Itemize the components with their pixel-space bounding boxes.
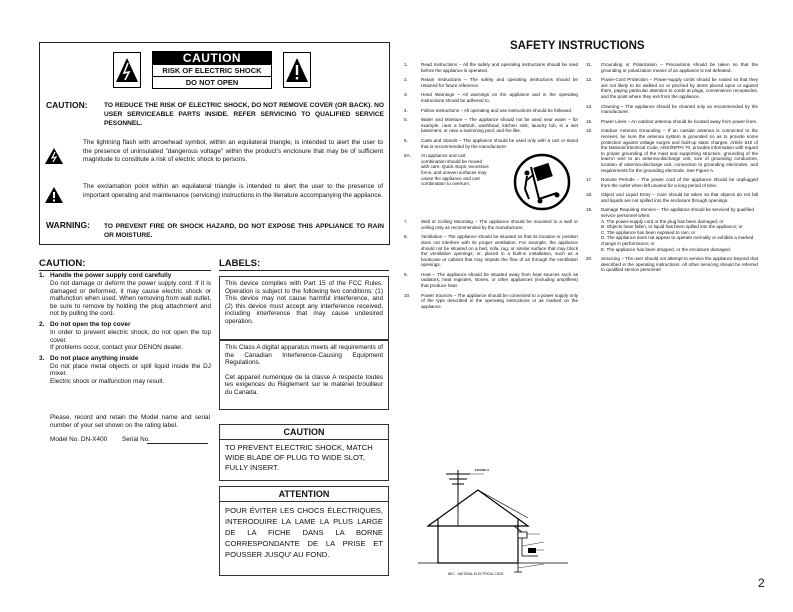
safety-item	[586, 192, 758, 203]
safety-item	[586, 207, 758, 252]
caution-item-num: 2.	[39, 320, 45, 328]
safety-item-num: 15.	[586, 118, 593, 124]
safety-item	[404, 77, 578, 88]
cart-warning-icon	[513, 153, 571, 211]
safety-item	[404, 219, 578, 230]
safety-item-num: 20.	[586, 256, 593, 262]
attention-text: POUR ÉVITER LES CHOCS ÉLECTRIQUES, INTERODUIRE LA LAME LA PLUS LARGE DE LA FICHE DANS LA BORNE CORRESPONDANTE DE LA PRISE ET POUSSER JUSQU' AU FOND.	[225, 506, 383, 559]
safety-item-text: Heed Warnings – All warnings on the appliance and in the operating instructions should be adhered to.	[421, 92, 578, 103]
caution-list	[39, 272, 211, 386]
safety-item	[586, 177, 758, 188]
safety-item	[404, 138, 578, 149]
safety-item-text: An appliance and cart combination should be moved with care. Quick stops, excessive force, and uneven surfaces may cause the appliance and cart combination to overturn.	[421, 153, 489, 187]
safety-item	[586, 119, 758, 125]
safety-item-text: Cleaning – The appliance should be cleaned only as recommended by the manufacturer.	[601, 103, 758, 115]
safety-item-num: 8.	[404, 234, 408, 240]
safety-item-num: 6A.	[404, 153, 411, 159]
serial-label: Serial No.	[122, 436, 151, 443]
labels-heading: LABELS:	[219, 258, 261, 269]
safety-item-text: Water and Moisture – The appliance should not be used near water – for example, near a bathtub, washbowl, kitchen sink, laundry tub, in a wet basement, or near a swimming pool, and the like.	[421, 117, 578, 134]
safety-left-column	[404, 62, 578, 313]
safety-item-num: 7.	[404, 219, 408, 225]
safety-item	[404, 117, 578, 134]
safety-item-num: 6.	[404, 137, 408, 143]
safety-item-text: Carts and Stands – The appliance should be used only with a cart or stand that is recommended by the manufacturer.	[421, 137, 578, 149]
exclamation-text: The exclamation point within an equilateral triangle is intended to alert the user to the presence of important operating and maintenance (servicing) instructions in the literature accompanying the appliance.	[83, 183, 383, 199]
fcc-box	[219, 276, 389, 340]
french-text: Cet appareil numérique de la classe A respecte toutes les exigences du Règlement sur le matériel brouilleur du Canada.	[225, 373, 383, 396]
warning-label: WARNING:	[46, 220, 90, 230]
caution-item-text: Do not place metal objects or spill liquid inside the DJ mixer. Electric shock or malfunction may result.	[50, 362, 211, 385]
figure-a-antenna-grounding	[418, 468, 568, 581]
safety-item-text: Retain Instructions – The safety and operating instructions should be retained for future reference.	[421, 77, 578, 88]
safety-item-text: Power-Cord Protection – Power-supply cords should be routed so that they are not likely to be walked on or pinched by items placed upon or against them, paying particular attention to cords at plugs, convenience receptacles, and the point where they exit from the appliance.	[601, 77, 758, 99]
safety-item-num: 9.	[404, 271, 408, 277]
safety-item-text: Object and Liquid Entry – Care should be taken so that objects do not fall and liquids are not spilled into the enclosure through openings.	[601, 192, 758, 203]
canada-box	[219, 340, 389, 410]
attention-box	[219, 486, 389, 576]
safety-item-text: Nonuse Periods – The power cord of the appliance should be unplugged from the outlet when left unused for a long period of time.	[601, 177, 758, 188]
page-number: 2	[758, 576, 765, 590]
safety-item-text: Ventilation – The appliance should be situated so that its location or position does not interfere with its proper ventilation. For example, the appliance should not be situated on a bed, sofa, rug, or similar surface that may block the ventilation openings; or, placed in a built-in installation, such as a bookcase or cabinet that may impede the flow of air through the ventilation openings.	[421, 234, 578, 268]
model-label: Model No. DN-X400	[50, 436, 108, 443]
safety-item	[586, 128, 758, 173]
caution-item-text: In order to prevent electric shock, do not open the top cover. If problems occur, contact your DENON dealer.	[50, 328, 211, 352]
labels-heading-rule	[219, 270, 389, 271]
caution-item-title: Handle the power supply cord carefully	[50, 272, 172, 279]
safety-item-num: 5.	[404, 117, 408, 123]
caution-item-1	[39, 272, 211, 318]
safety-item-num: 2.	[404, 77, 408, 83]
retain-text: Please, record and retain the Model name and serial number of your set shown on the rating label.	[50, 414, 210, 429]
safety-item-text: Power Sources – The appliance should be connected to a power supply only of the type described in the operating instructions or as marked on the appliance.	[421, 292, 578, 309]
caution-item-title: Do not place anything inside	[50, 354, 139, 362]
safety-item-text: Grounding or Polarization – Precautions should be taken so that the grounding or polarization means of an appliance is not defeated.	[601, 62, 758, 73]
caution-item-num: 3.	[39, 354, 45, 362]
banner-line-2: DO NOT OPEN	[185, 78, 239, 87]
attention-title: ATTENTION	[220, 487, 388, 502]
banner-line-1: RISK OF ELECTRIC SHOCK	[153, 65, 271, 77]
canada-text: This Class A digital apparatus meets all requirements of the Canadian Interference-Causing Equipment Regulations.	[225, 344, 383, 367]
safety-item-num: 16.	[586, 128, 593, 134]
safety-item-num: 10.	[404, 292, 411, 298]
banner-title: CAUTION	[153, 52, 271, 65]
caution-item-text: Do not damage or deform the power supply cord. If it is damaged or deformed, it may cause electric shock or malfunction when used. When removing from wall outlet, be sure to remove by holding the plug attachment and not by pulling the cord.	[50, 280, 211, 318]
serial-underline	[147, 443, 208, 444]
figure-a-nec-label: NEC - NATIONAL ELECTRICAL CODE	[448, 572, 504, 576]
caution-item-title: Do not open the top cover	[50, 320, 131, 328]
safety-item	[404, 293, 578, 310]
safety-item-text: Servicing – The user should not attempt to service the appliance beyond that described in the operating instructions. All other servicing should be referred to qualified service personnel.	[601, 256, 758, 273]
safety-item	[404, 108, 578, 114]
safety-item-text: Heat – The appliance should be situated away from heat sources such as radiators, heat registers, stoves, or other appliances (including amplifiers) that produce heat.	[421, 271, 578, 289]
safety-item-num: 19.	[586, 207, 593, 213]
safety-item-text: Power Lines – An outdoor antenna should be located away from power lines.	[601, 118, 758, 124]
caution-item-2	[39, 321, 211, 352]
safety-item	[404, 92, 578, 103]
safety-item-num: 3.	[404, 92, 408, 98]
caution-label: CAUTION:	[46, 100, 88, 110]
caution-heading-rule	[39, 270, 211, 271]
caution-banner	[152, 51, 272, 89]
safety-item-num: 13.	[586, 103, 593, 109]
safety-item	[404, 234, 578, 268]
safety-item-num: 1.	[404, 62, 408, 67]
fcc-text: This device complies with Part 15 of the FCC Rules. Operation is subject to the following two conditions: (1) This device may not cause harmful interference, and (2) this device must accept any interference received, including interference that may cause undesired operation.	[225, 280, 383, 325]
safety-item	[586, 77, 758, 99]
safety-item	[586, 256, 758, 273]
safety-item	[404, 272, 578, 289]
lightning-small-icon	[44, 147, 64, 170]
safety-item-text: Outdoor Antenna Grounding – If an outside antenna is connected to the receiver, be sure the antenna system is grounded so as to provide some protection against voltage surges and built-up static charges. Article 810 of the National Electrical Code, ANSI/NFPA 70, provides information with regard to proper grounding of the mast and supporting structure, grounding of the lead-in wire to an antenna-discharge unit, size of grounding conductors, location of antenna-discharge unit, connection to grounding electrodes, and requirements for the grounding electrode. See Figure A.	[601, 128, 758, 173]
safety-item	[404, 62, 578, 73]
safety-item-text: Follow Instructions – All operating and use instructions should be followed.	[421, 107, 573, 113]
safety-item-num: 18.	[586, 192, 593, 198]
figure-a-label: FIGURE A	[475, 468, 490, 472]
caution-plug-box	[219, 424, 389, 481]
safety-item	[404, 153, 578, 215]
safety-item-text: Read Instructions – All the safety and operating instructions should be read before the appliance is operated.	[421, 62, 578, 73]
caution-item-3	[39, 355, 211, 386]
caution-plug-text: TO PREVENT ELECTRIC SHOCK, MATCH WIDE BLADE OF PLUG TO WIDE SLOT, FULLY INSERT.	[225, 443, 373, 472]
safety-title: SAFETY INSTRUCTIONS	[510, 40, 645, 52]
safety-item	[586, 104, 758, 115]
lightning-triangle-icon	[113, 52, 141, 93]
safety-item-text: Wall or Ceiling Mounting – The appliance should be mounted to a wall or ceiling only as recommended by the manufacturer.	[421, 219, 578, 230]
safety-item-num: 17.	[586, 177, 593, 183]
exclamation-triangle-icon	[283, 52, 311, 93]
safety-item-num: 11.	[586, 62, 593, 67]
exclamation-small-icon	[44, 186, 64, 209]
warning-text: TO PREVENT FIRE OR SHOCK HAZARD, DO NOT EXPOSE THIS APPLIANCE TO RAIN OR MOISTURE.	[104, 223, 384, 239]
caution-plug-title: CAUTION	[220, 425, 388, 440]
lightning-text: The lightning flash with arrowhead symbol, within an equilateral triangle, is intended to alert the user to the presence of uninsulated "dangerous voltage" within the product's enclosure that may be of sufficient magnitude to constitute a risk of electric shock to persons.	[83, 139, 383, 163]
caution-heading: CAUTION:	[39, 258, 86, 269]
safety-right-column	[586, 62, 758, 277]
safety-item-text: Damage Requiring Service – The appliance should be serviced by qualified service personnel when: A. The power-supply cord or the plug has been damaged; or B. Objects have fallen, or liquid has been spilled into the appliance; or C. The appliance has been exposed to rain; or D. The appliance does not appear to operate normally or exhibits a marked change in performance; or E. The appliance has been dropped, or the enclosure damaged.	[601, 207, 754, 252]
safety-item	[586, 62, 758, 73]
caution-text: TO REDUCE THE RISK OF ELECTRIC SHOCK, DO NOT REMOVE COVER (OR BACK). NO USER SERVICEABLE PARTS INSIDE. REFER SERVICING TO QUALIFIED SERVICE PESONNEL.	[104, 102, 384, 127]
safety-item-num: 4.	[404, 107, 408, 113]
caution-item-num: 1.	[39, 272, 45, 279]
safety-item-num: 12.	[586, 77, 593, 83]
